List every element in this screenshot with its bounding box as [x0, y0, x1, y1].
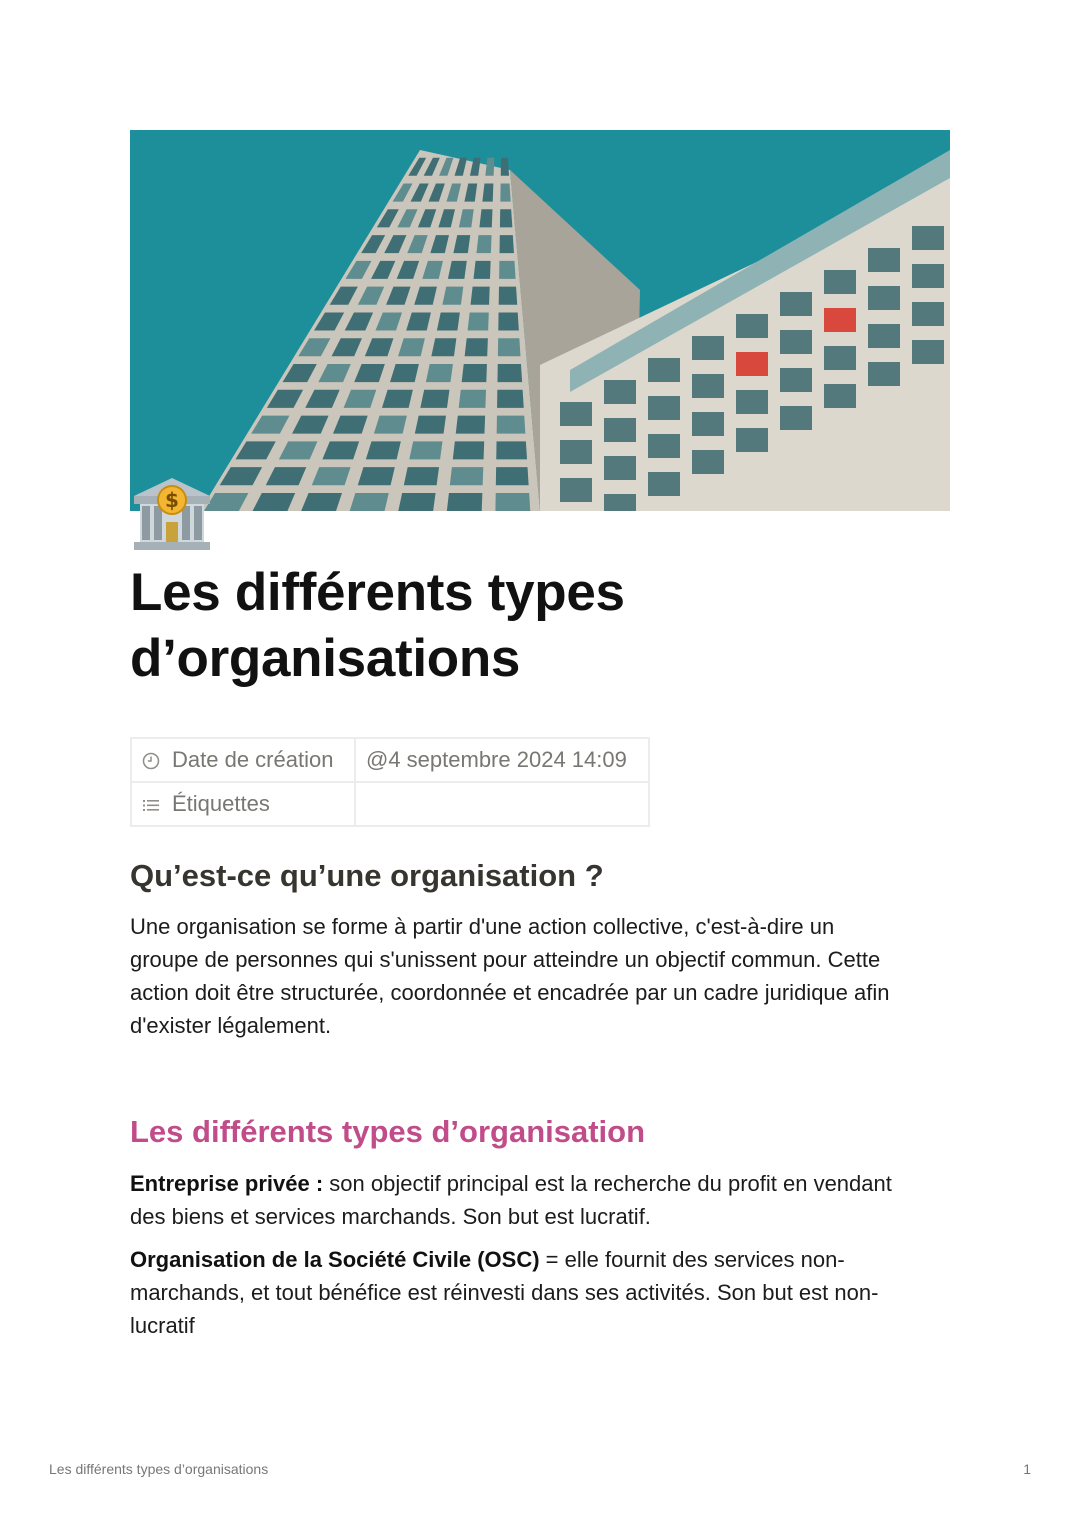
entreprise-term: Entreprise privée :: [130, 1171, 324, 1196]
property-key[interactable]: [131, 738, 355, 782]
osc-paragraph: [130, 1243, 950, 1342]
paragraph-line: son objectif principal est la recherche du profit en vendant: [323, 1171, 892, 1196]
property-value[interactable]: [355, 782, 649, 826]
osc-term: Organisation de la Société Civile (OSC): [130, 1247, 540, 1272]
property-label: Date de création: [172, 747, 334, 773]
paragraph-line: marchands, et tout bénéfice est réinvesti dans ses activités. Son but est non-: [130, 1280, 879, 1305]
property-value[interactable]: @4 septembre 2024 14:09: [355, 738, 649, 782]
paragraph-line: groupe de personnes qui s'unissent pour atteindre un objectif commun. Cette: [130, 947, 881, 972]
dollar-symbol: $: [165, 488, 179, 512]
clock-icon: [142, 752, 162, 770]
properties-table: [130, 737, 650, 827]
bank-icon: [130, 476, 214, 552]
footer-page-number: 1: [1023, 1461, 1031, 1477]
section-paragraph: [130, 910, 950, 1042]
footer-doc-title: Les différents types d’organisations: [49, 1461, 269, 1477]
paragraph-line: d'exister légalement.: [130, 1013, 332, 1038]
property-key[interactable]: [131, 782, 355, 826]
cover-image: [130, 130, 950, 511]
paragraph-line: action doit être structurée, coordonnée et encadrée par un cadre juridique afin: [130, 980, 890, 1005]
list-icon: [142, 796, 162, 814]
property-row-tags: [131, 782, 649, 826]
paragraph-line: lucratif: [130, 1313, 195, 1338]
title-line-1: Les différents types: [130, 563, 625, 622]
page-title: [130, 560, 950, 692]
section-heading-organisation: Qu’est-ce qu’une organisation ?: [130, 858, 604, 893]
paragraph-line: des biens et services marchands. Son but est lucratif.: [130, 1204, 651, 1229]
section-heading-types: Les différents types d’organisation: [130, 1114, 646, 1149]
paragraph-line: = elle fournit des services non-: [539, 1247, 845, 1272]
paragraph-line: Une organisation se forme à partir d'une action collective, c'est-à-dire un: [130, 914, 835, 939]
property-row-date: [131, 738, 649, 782]
property-label: Étiquettes: [172, 791, 270, 817]
title-line-2: d’organisations: [130, 629, 521, 688]
entreprise-paragraph: [130, 1167, 950, 1233]
building-illustration: [130, 130, 950, 511]
